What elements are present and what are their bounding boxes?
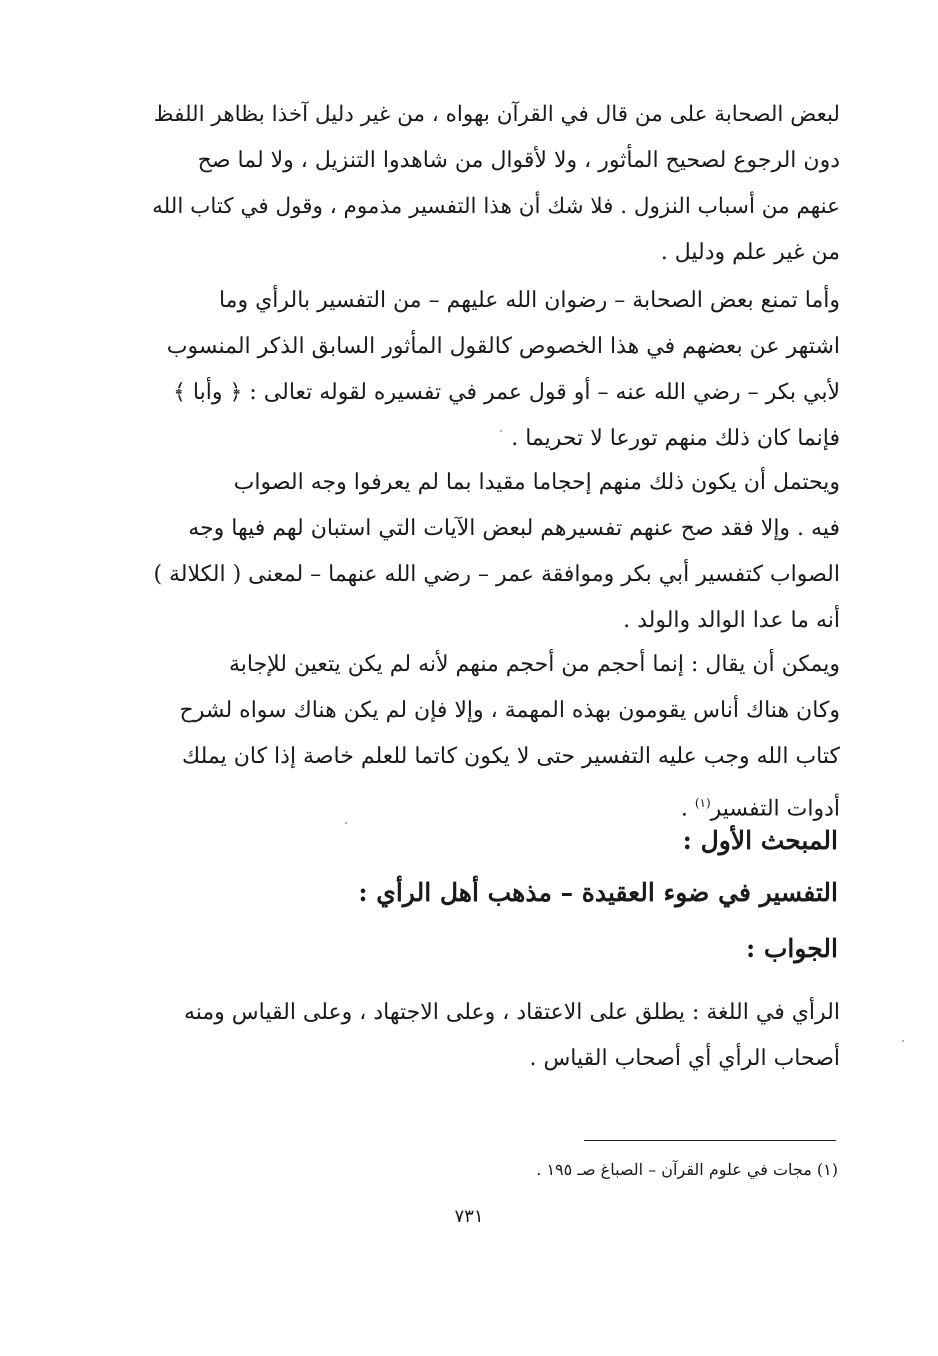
text-line: فإنما كان ذلك منهم تورعا لا تحريما .: [511, 426, 840, 451]
section-heading: المبحث الأول :: [682, 826, 838, 855]
text-line: كتاب الله وجب عليه التفسير حتى لا يكون كاتما للعلم خاصة إذا كان يملك: [182, 744, 840, 769]
page-number: ٧٣١: [454, 1206, 484, 1227]
scan-speck: [500, 430, 502, 432]
text-line: لبعض الصحابة على من قال في القرآن بهواه ، من غير دليل آخذا بظاهر اللفظ: [153, 102, 840, 127]
text-line: عنهم من أسباب النزول . فلا شك أن هذا التفسير مذموم ، وقول في كتاب الله: [152, 194, 840, 219]
text-line: دون الرجوع لصحيح المأثور ، ولا لأقوال من شاهدوا التنزيل ، ولا لما صح: [197, 148, 840, 173]
answer-heading: الجواب :: [745, 934, 838, 963]
text-line: من غير علم ودليل .: [660, 240, 840, 265]
text-line-with-footnote: [140, 780, 840, 832]
text-line: الصواب كتفسير أبي بكر وموافقة عمر – رضي الله عنهما – لمعنى ( الكلالة ): [153, 562, 840, 587]
text-line-end: .: [680, 796, 695, 822]
paragraph-3: [140, 460, 840, 644]
text-line: ويمكن أن يقال : إنما أحجم من أحجم منهم لأنه لم يكن يتعين للإجابة: [228, 652, 840, 677]
text-line: ويحتمل أن يكون ذلك منهم إحجاما مقيدا بما لم يعرفوا وجه الصواب: [233, 470, 840, 495]
paragraph-5: [140, 990, 840, 1082]
text-line: فيه . وإلا فقد صح عنهم تفسيرهم لبعض الآيات التي استبان لهم فيها وجه: [188, 516, 840, 541]
scan-speck: [902, 1040, 904, 1042]
text-line: أنه ما عدا الوالد والولد .: [623, 608, 840, 633]
scan-speck: [345, 822, 347, 824]
footnote-divider: [584, 1140, 836, 1141]
text-line: وأما تمنع بعض الصحابة – رضوان الله عليهم – من التفسير بالرأي وما: [218, 288, 840, 313]
topic-heading: التفسير في ضوء العقيدة – مذهب أهل الرأي :: [358, 878, 838, 907]
footnote-reference: (١): [694, 796, 711, 810]
paragraph-4: [140, 642, 840, 832]
paragraph-1: [140, 92, 840, 276]
text-line-start: أدوات التفسير: [710, 796, 840, 822]
text-line: أصحاب الرأي أي أصحاب القياس .: [529, 1046, 840, 1071]
text-line: الرأي في اللغة : يطلق على الاعتقاد ، وعلى الاجتهاد ، وعلى القياس ومنه: [183, 1000, 840, 1025]
footnote: (١) مجات في علوم القرآن – الصباغ صـ ١٩٥ .: [536, 1160, 838, 1179]
text-line: اشتهر عن بعضهم في هذا الخصوص كالقول المأثور السابق الذكر المنسوب: [166, 334, 840, 359]
text-line: وكان هناك أناس يقومون بهذه المهمة ، وإلا فإن لم يكن هناك سواه لشرح: [179, 698, 840, 723]
text-line: لأبي بكر – رضي الله عنه – أو قول عمر في تفسيره لقوله تعالى : ﴿ وأبا ﴾: [173, 380, 840, 405]
paragraph-2: [140, 278, 840, 462]
